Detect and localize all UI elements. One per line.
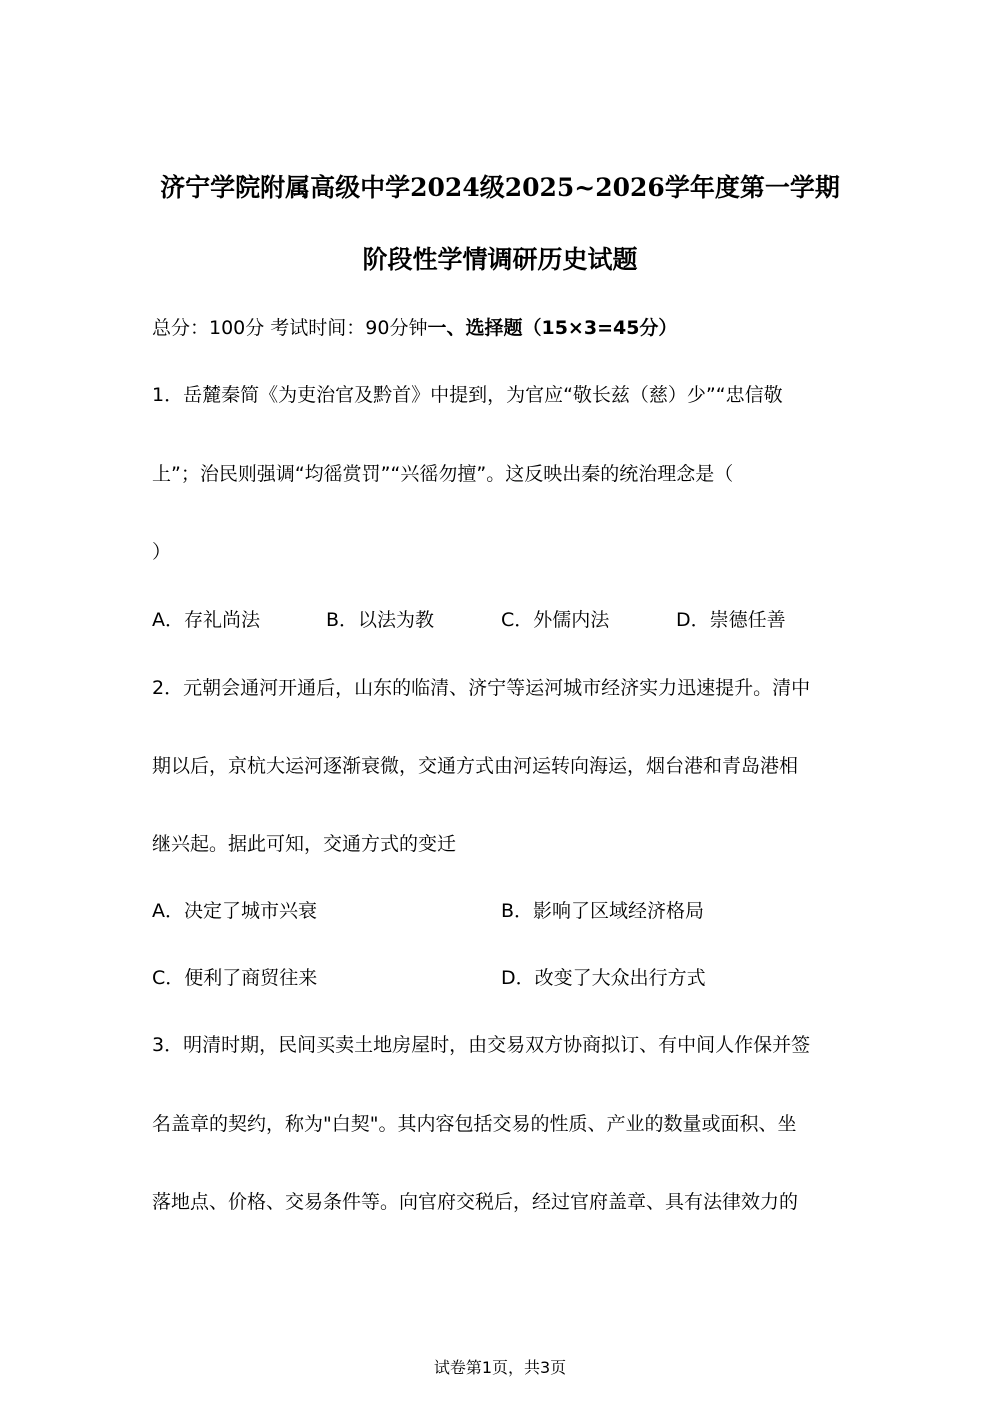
question-1-option-d: D．崇德任善: [676, 609, 786, 631]
question-2-option-b: B．影响了区域经济格局: [501, 900, 705, 922]
exam-total-info: 总分：100分 考试时间：90分钟: [152, 317, 428, 339]
question-3-line-3: 落地点、价格、交易条件等。向官府交税后，经过官府盖章、具有法律效力的: [152, 1191, 799, 1213]
question-2-line-3: 继兴起。据此可知，交通方式的变迁: [152, 833, 457, 855]
question-2-line-2: 期以后，京杭大运河逐渐衰微，交通方式由河运转向海运，烟台港和青岛港相: [152, 755, 799, 777]
exam-title-line1: 济宁学院附属高级中学2024级2025~2026学年度第一学期: [160, 173, 840, 202]
exam-info-line: [152, 316, 677, 340]
question-3-line-1: 3．明清时期，民间买卖土地房屋时，由交易双方协商拟订、有中间人作保并签: [152, 1034, 811, 1056]
question-1-line-3: ）: [152, 541, 172, 563]
question-1-option-b: B．以法为教: [326, 609, 435, 631]
exam-title-line2: 阶段性学情调研历史试题: [362, 245, 638, 274]
question-1-option-c: C．外儒内法: [501, 609, 610, 631]
question-2-option-d: D．改变了大众出行方式: [501, 967, 706, 989]
question-2-option-a: A．决定了城市兴衰: [152, 900, 317, 922]
question-2-line-1: 2．元朝会通河开通后，山东的临清、济宁等运河城市经济实力迅速提升。清中: [152, 677, 811, 699]
question-1-option-a: A．存礼尚法: [152, 609, 260, 631]
page-footer: 试卷第1页，共3页: [433, 1358, 567, 1377]
section-heading: 一、选择题（15×3=45分）: [427, 317, 678, 339]
question-1-line-1: 1．岳麓秦简《为吏治官及黔首》中提到，为官应“敬长兹（慈）少”“忠信敬: [152, 384, 783, 406]
question-2-option-c: C．便利了商贸往来: [152, 967, 318, 989]
question-3-line-2: 名盖章的契约，称为"白契"。其内容包括交易的性质、产业的数量或面积、坐: [152, 1113, 797, 1135]
question-1-line-2: 上”；治民则强调“均徭赏罚”“兴徭勿擅”。这反映出秦的统治理念是（: [152, 463, 734, 485]
